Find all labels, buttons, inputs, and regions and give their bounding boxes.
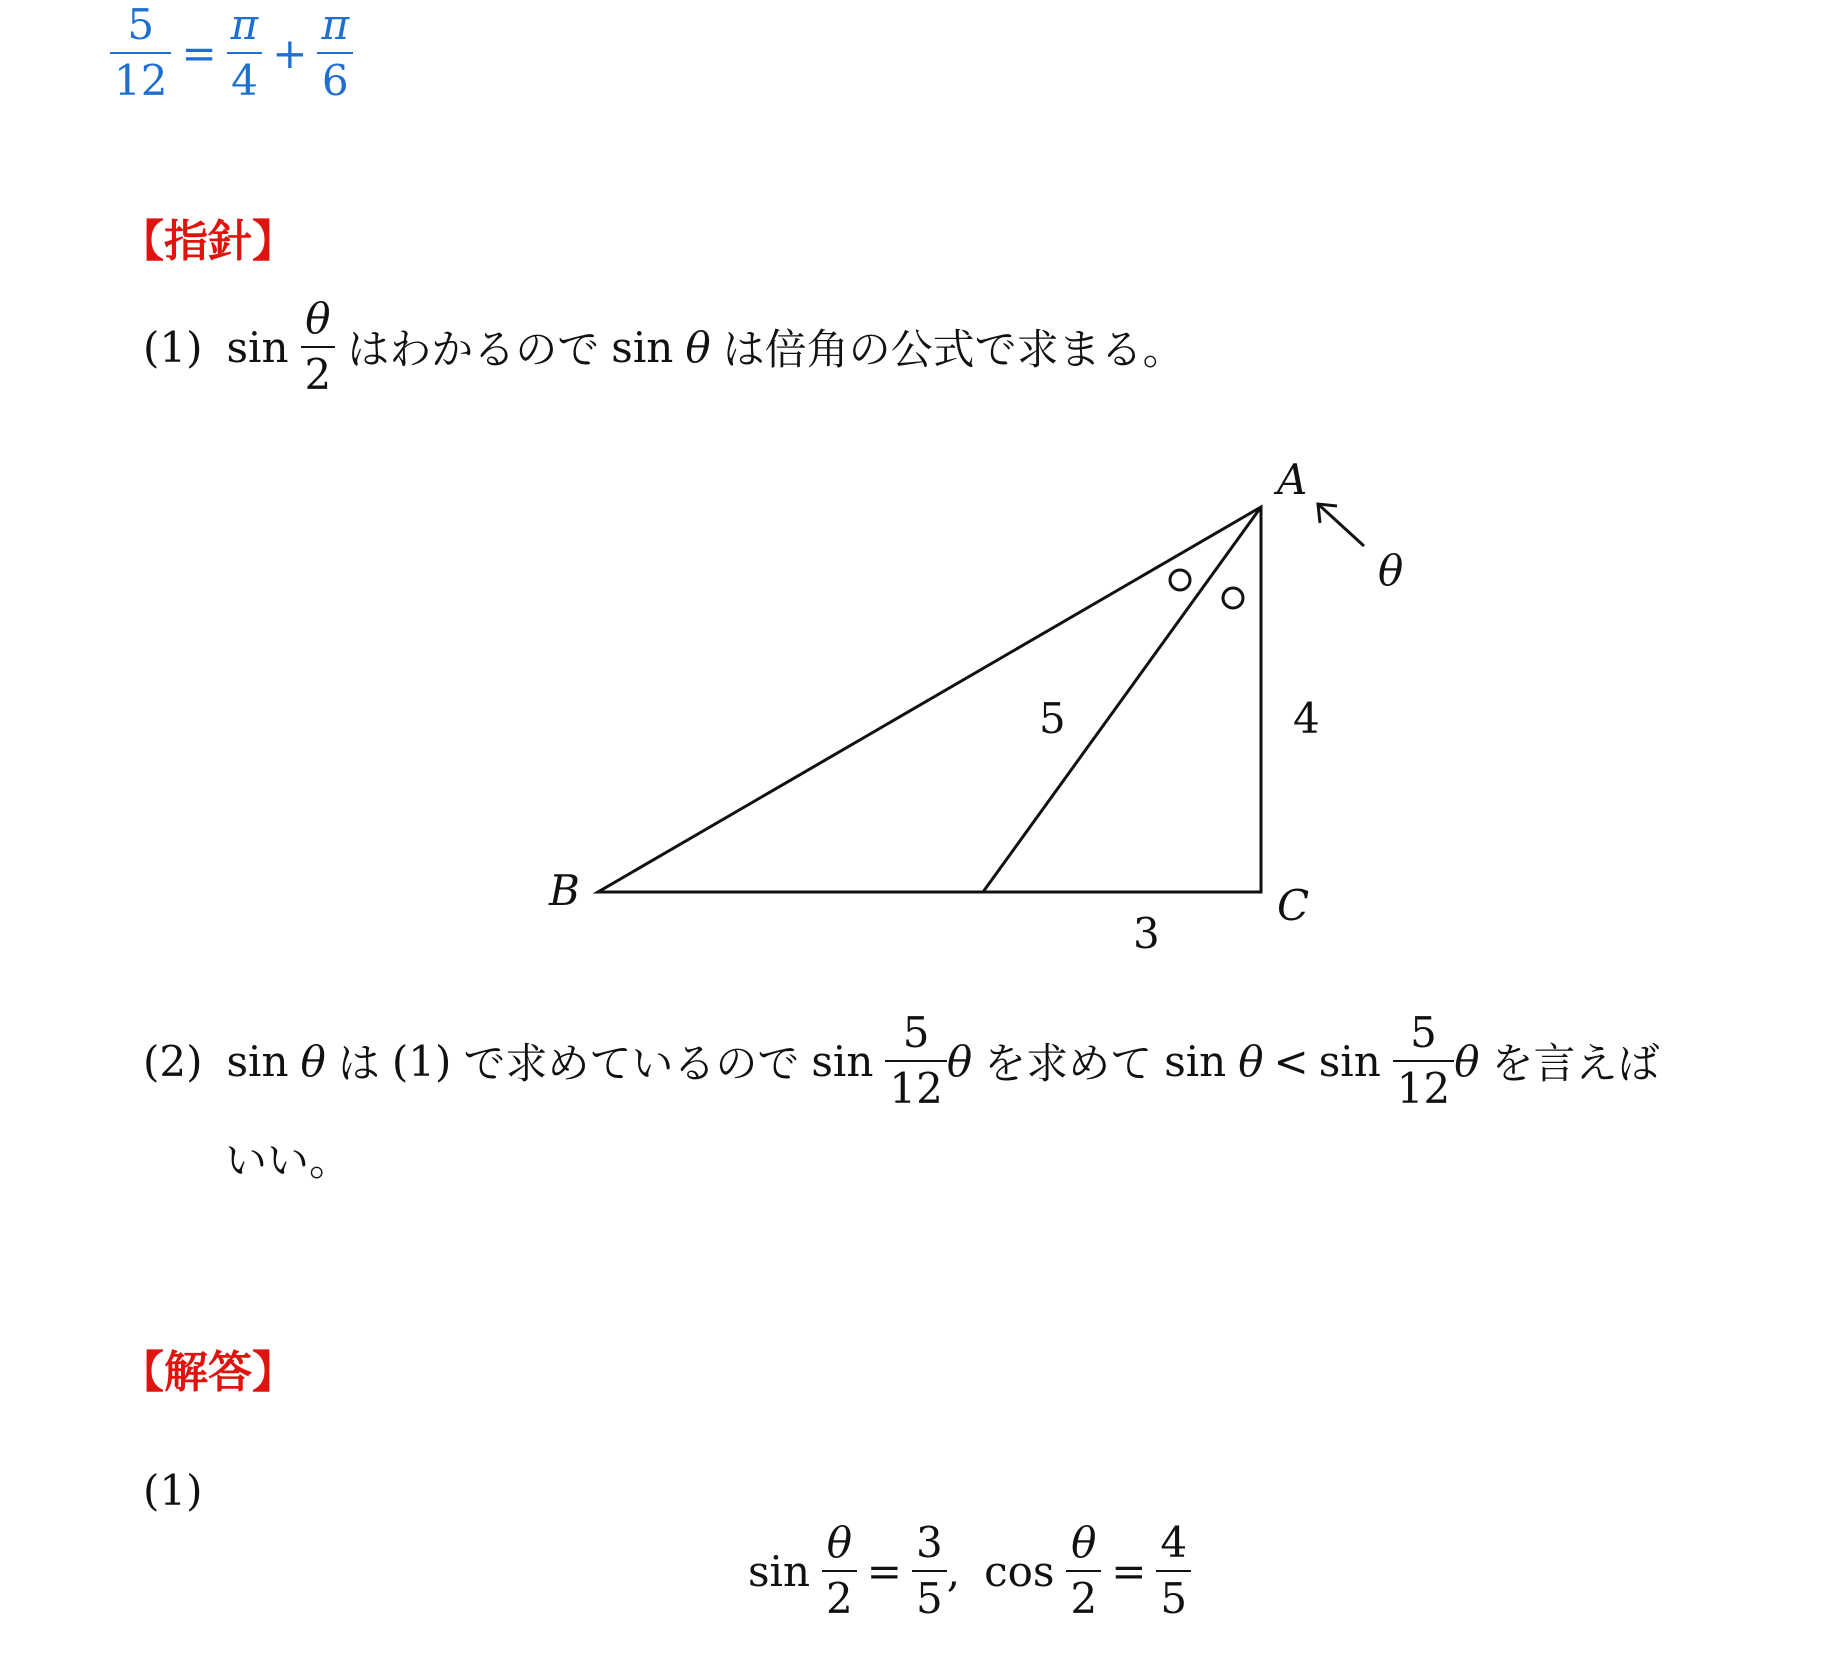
frac-3-5: $\frac{3}{5}$ — [912, 1522, 947, 1620]
plus-sign: + — [272, 28, 308, 78]
hint-2-continued: いい。 — [225, 1136, 352, 1185]
vertex-label-a: A — [1277, 455, 1308, 504]
frac-4-5: $\frac{4}{5}$ — [1156, 1522, 1191, 1620]
frac-pi-6: $\frac{\pi}{6}$ — [317, 4, 353, 102]
triangle-abc — [598, 507, 1261, 892]
equal-angle-mark-1 — [1170, 570, 1190, 590]
length-label-4: 4 — [1293, 694, 1320, 743]
theta-label: θ — [1378, 546, 1404, 595]
frac-theta-2: $\frac{\theta}{2}$ — [301, 298, 336, 396]
frac-theta-2: $\frac{\theta}{2}$ — [1066, 1522, 1101, 1620]
angle-bisector — [983, 507, 1261, 892]
frac-theta-2: $\frac{\theta}{2}$ — [822, 1522, 857, 1620]
heading-hint: 【指針】 — [120, 216, 296, 267]
equals-sign: = — [181, 28, 217, 78]
item-label: (2) — [143, 1036, 203, 1086]
item-label: (1) — [143, 322, 203, 372]
theta-arrow-shaft — [1318, 504, 1364, 546]
frac-5-12: $\frac{5}{12}$ — [110, 4, 171, 102]
hint-1: (1) sin $\frac{\theta}{2}$ はわかるので sin θ は倍角の公式で求まる。 — [143, 294, 1185, 399]
vertex-label-b: B — [549, 866, 580, 915]
answer-equation: sin $\frac{\theta}{2}$ = $\frac{3}{5}$ , cos $\frac{\theta}{2}$ = $\frac{4}{5}$ — [748, 1522, 1191, 1620]
answer-label: (1) — [143, 1466, 203, 1515]
heading-answer: 【解答】 — [120, 1347, 296, 1398]
frac-5-12: $\frac{5}{12}$ — [885, 1012, 946, 1110]
length-label-5: 5 — [1039, 694, 1066, 743]
frac-pi-4: $\frac{\pi}{4}$ — [227, 4, 263, 102]
vertex-label-c: C — [1277, 881, 1310, 930]
hint-2: (2) sin θ は (1) で求めているので sin $\frac{5}{12}$ θ を求めて sin θ < sin $\frac{5}{12}$ θ を言えば — [143, 1008, 1660, 1113]
frac-5-12: $\frac{5}{12}$ — [1393, 1012, 1454, 1110]
equal-angle-mark-2 — [1223, 588, 1243, 608]
length-label-3: 3 — [1133, 909, 1160, 958]
